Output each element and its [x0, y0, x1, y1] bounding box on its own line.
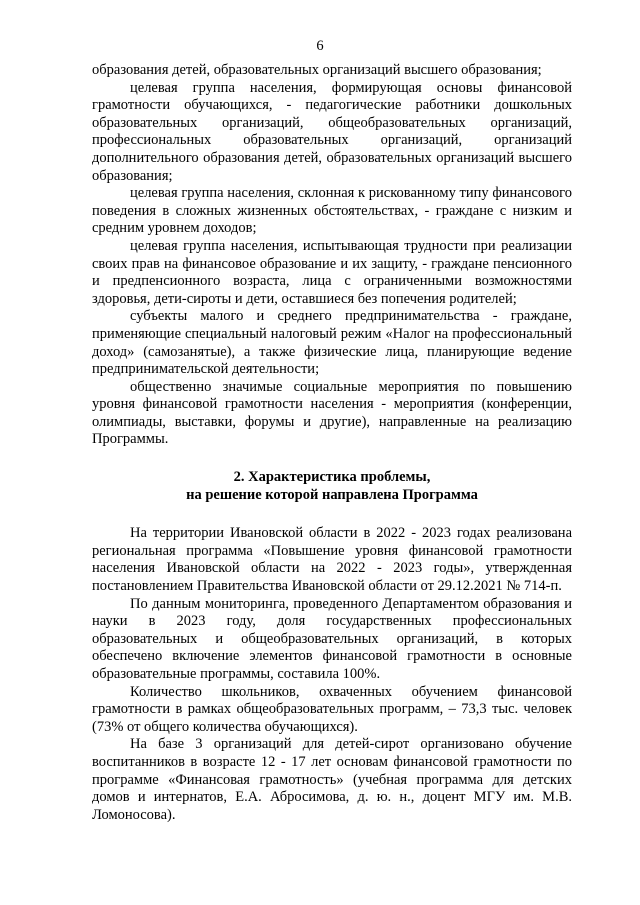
- paragraph: образования детей, образовательных организаций высшего образования;: [92, 62, 542, 78]
- paragraph: На базе 3 организаций для детей-сирот организовано обучение воспитанников в возрасте 12 - 17 лет основам финансовой грамотности по программе «Финансовая грамотность» (учебная программа для детских домов и интернатов, Е.А. Абросимова, д. ю. н., доцент МГУ им. М.В. Ломоносова).: [92, 736, 572, 823]
- section-subtitle-line: на решение которой направлена Программа: [186, 486, 478, 503]
- paragraph: Количество школьников, охваченных обучением финансовой грамотности в рамках общеобразовательных программ, – 73,3 тыс. человек (73% от общего количества обучающихся).: [92, 683, 572, 735]
- paragraph: целевая группа населения, склонная к рискованному типу финансового поведения в сложных жизненных обстоятельствах, - граждане с низким и средним уровнем доходов;: [92, 185, 572, 237]
- paragraph: целевая группа населения, испытывающая трудности при реализации своих прав на финансовое образование и их защиту, - граждане пенсионного и предпенсионного возраста, лица с ограниченными возможностями здоровья, дети-сироты и дети, оставшиеся без попечения родителей;: [92, 237, 572, 307]
- paragraph: общественно значимые социальные мероприятия по повышению уровня финансовой грамотности населения - мероприятия (конференции, олимпиады, выставки, форумы и другие), направленные на реализацию Программы.: [92, 378, 572, 448]
- section-title-line: 2. Характеристика проблемы,: [233, 469, 431, 486]
- paragraph: субъекты малого и среднего предпринимательства - граждане, применяющие специальный налоговый режим «Налог на профессиональный доход» (самозанятые), а также физические лица, планирующие ведение предпринимательской деятельности;: [92, 308, 572, 378]
- paragraph: На территории Ивановской области в 2022 - 2023 годах реализована региональная программа «Повышение уровня финансовой грамотности населения Ивановской области на 2022 - 2023 годы», утвержденная постановлением Правительства Ивановской области от 29.12.2021 № 714-п.: [92, 525, 572, 595]
- page-number: 6: [316, 38, 324, 54]
- paragraph: целевая группа населения, формирующая основы финансовой грамотности обучающихся, - педагогические работники дошкольных образовательных организаций, общеобразовательных организаций, профессиональных образовательных организаций, организаций дополнительного образования детей, образовательных организаций высшего образования;: [92, 79, 572, 184]
- section-heading: [92, 469, 572, 504]
- paragraph: По данным мониторинга, проведенного Департаментом образования и науки в 2023 году, доля государственных профессиональных образовательных и общеобразовательных организаций, в которых обеспечено включение элементов финансовой грамотности в основные образовательные программы, составила 100%.: [92, 595, 572, 682]
- document-body: [92, 62, 572, 824]
